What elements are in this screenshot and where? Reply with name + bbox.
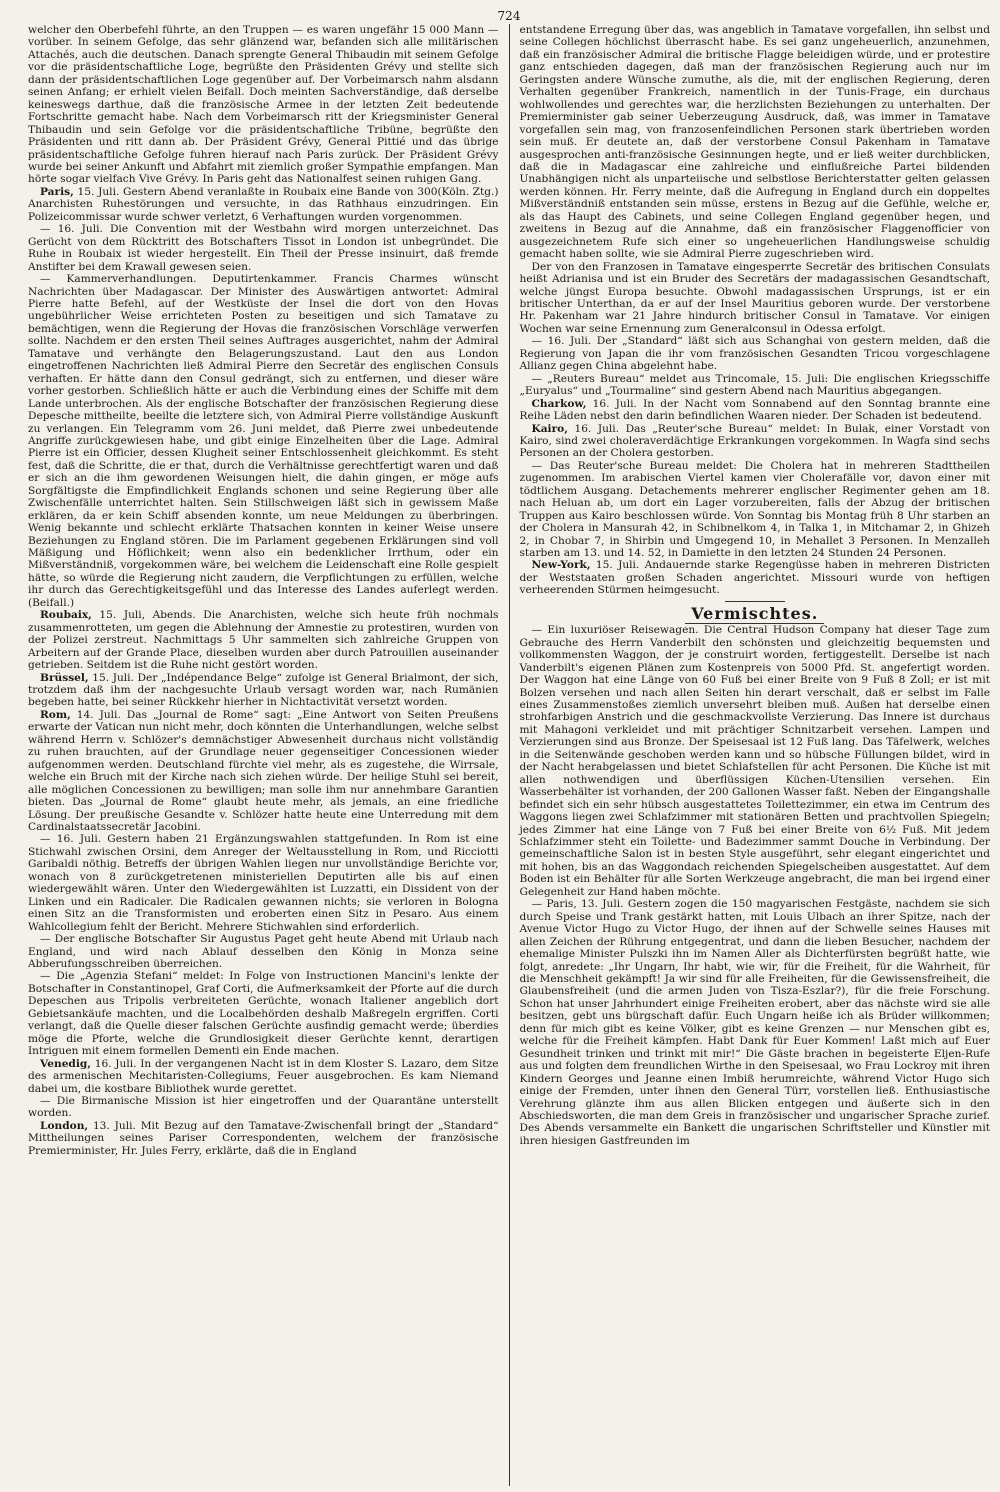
right-column: [513, 24, 990, 1486]
article-paragraph: — Kammerverhandlungen. Deputirtenkammer. Francis Charmes wünscht Nachrichten über Madagascar. Der Minister des Auswärtigen antwortet: Admiral Pierre hatte Befehl, auf der Westküste der Insel die dort von den Hovas ungebührlicher Weise errichteten Posten zu beseitigen und sich Tamatave zu bemächtigen, wenn die Regierung der Hovas die französischen Vorschläge verwerfen sollte. Nachdem er den ersten Theil seines Auftrages ausgerichtet, nahm der Admiral Tamatave und verhängte den Belagerungszustand. Laut den aus London eingetroffenen Nachrichten ließ Admiral Pierre den Secretär des englischen Consuls verhaften. Er hätte dann den Consul gedrängt, sich zu entfernen, und dieser wäre vorher gestorben. Schließlich hätte er auch die Verbindung eines der Schiffe mit dem Lande unterbrochen. Als der englische Botschafter der französischen Regierung diese Depesche mittheilte, beeilte die letztere sich, von Admiral Pierre vollständige Auskunft zu verlangen. Ein Telegramm vom 26. Juni meldet, daß Pierre zwei unbedeutende Angriffe zurückgewiesen habe, und gibt einige Einzelheiten über die Lage. Admiral Pierre ist ein Officier, dessen Klugheit seiner Entschlossenheit gleichkommt. Es steht fest, daß die Schritte, die er that, durch die Verhältnisse gerechtfertigt waren und daß er sich an die ihm gewordenen Weisungen hielt, die dahin gingen, er möge aufs Sorgfältigste die Empfindlichkeit Englands schonen und seine Regierung über alle Zwischenfälle unterrichtet halten. Sein Stillschweigen läßt sich in gewissem Maße erklären, da er kein Schiff absenden konnte, um neue Meldungen zu überbringen. Wenig bekannte und schlecht erklärte Thatsachen konnten in keiner Weise unsere Beziehungen zu England stören. Die im Parlament gegebenen Erklärungen sind voll Mäßigung und Höflichkeit; wenn also ein bedenklicher Irrthum, oder ein Mißverständniß, vorgekommen wäre, bei welchem die Leidenschaft eine Rolle gespielt hätte, so würde die Regierung nicht zaudern, die Verpflichtungen zu erfüllen, welche ihr durch das Gerechtigkeitsgefühl und das Interesse des Landes auferlegt werden. (Beifall.): [28, 273, 499, 609]
section-title: Vermischtes.: [685, 604, 824, 624]
columns: [28, 24, 990, 1486]
article-paragraph: Venedig, 16. Juli. In der vergangenen Nacht ist in dem Kloster S. Lazaro, dem Sitze des armenischen Mechitaristen-Collegiums, Feuer ausgebrochen. Es kam Niemand dabei um, die kostbare Bibliothek wurde gerettet.: [28, 1057, 499, 1095]
article-paragraph: — 16. Juli. Gestern haben 21 Ergänzungswahlen stattgefunden. In Rom ist eine Stichwahl zwischen Orsini, dem Anreger der Weltausstellung in Rom, und Ricciotti Garibaldi nöthig. Betreffs der übrigen Wahlen liegen nur unvollständige Berichte vor, wonach von 8 zurückgetretenen ministeriellen Deputirten alle bis auf einen wiedergewählt wären. Unter den Wiedergewählten ist Luzzatti, ein Dissident von der Linken und ein Radicaler. Die Radicalen gewannen nichts; sie verloren in Bologna einen Sitz an die Transformisten und eroberten einen Sitz in Pesaro. Aus einem Wahlcollegium fehlt der Bericht. Mehrere Stichwahlen sind erforderlich.: [28, 833, 499, 933]
article-paragraph: — Die „Agenzia Stefani“ meldet: In Folge von Instructionen Mancini's lenkte der Botschafter in Constantinopel, Graf Corti, die Aufmerksamkeit der Pforte auf die durch Depeschen aus Tripolis verbreiteten Gerüchte, wonach Italiener angeblich dort Gebietsankäufe machten, und die Localbehörden deshalb Maßregeln ergriffen. Corti verlangt, daß die Quelle dieser falschen Gerüchte ausfindig gemacht werde; überdies möge die Pforte, welche die Grundlosigkeit dieser Gerüchte kennt, derartigen Intriguen mit einem formellen Dementi ein Ende machen.: [28, 970, 499, 1058]
dateline: Rom,: [40, 708, 71, 721]
article-paragraph: New-York, 15. Juli. Andauernde starke Regengüsse haben in mehreren Districten der Weststaaten großen Schaden angerichtet. Missouri wurde von heftigen verheerenden Stürmen heimgesucht.: [519, 559, 990, 597]
section-heading: [519, 603, 990, 623]
article-paragraph: Rom, 14. Juli. Das „Journal de Rome“ sagt: „Eine Antwort von Seiten Preußens erwarte der Vatican nun nicht mehr, doch könnten die Unterhandlungen, welche selbst während Herrn v. Schlözer's demnächstiger Abwesenheit durchaus nicht vollständig zu ruhen brauchten, auf der Grundlage neuer gegenseitiger Concessionen wieder aufgenommen werden. Deutschland fürchte viel mehr, als es zugestehe, die Wirrsale, welche ein Bruch mit der Kirche nach sich ziehen würde. Der heilige Stuhl sei bereit, alle möglichen Concessionen zu bewilligen; man solle ihm nur annehmbare Garantien bieten. Das „Journal de Rome“ glaubt heute mehr, als jemals, an eine friedliche Lösung. Der preußische Gesandte v. Schlözer hatte heute eine Unterredung mit dem Cardinalstaatssecretär Jacobini.: [28, 708, 499, 833]
article-paragraph: Roubaix, 15. Juli, Abends. Die Anarchisten, welche sich heute früh nochmals zusammenrotteten, um gegen die Ablehnung der Amnestie zu protestiren, wurden von der Polizei zerstreut. Nachmittags 5 Uhr sammelten sich zahlreiche Gruppen von Arbeitern auf der Grande Place, dieselben wurden aber durch Patrouillen auseinander getrieben. Seitdem ist die Ruhe nicht gestört worden.: [28, 609, 499, 672]
article-paragraph: Paris, 15. Juli. Gestern Abend veranlaßte in Roubaix eine Bande von 300 Anarchisten Ruhestörungen und versuchte, in das Rathhaus einzudringen. Ein Polizeicommissar wurde schwer verletzt, 6 Verhaftungen wurden vorgenommen.: [28, 185, 499, 223]
article-paragraph: — Der englische Botschafter Sir Augustus Paget geht heute Abend mit Urlaub nach England, und wird nach Ablauf desselben den König in Monza seine Abberufungsschreiben überreichen.: [28, 933, 499, 970]
dateline: Charkow,: [531, 397, 587, 410]
article-paragraph: Kairo, 16. Juli. Das „Reuter'sche Bureau“ meldet: In Bulak, einer Vorstadt von Kairo, sind zwei choleraverdächtige Erkrankungen vorgekommen. In Wagfa sind sechs Personen an der Cholera gestorben.: [519, 422, 990, 460]
article-paragraph: Der von den Franzosen in Tamatave eingesperrte Secretär des britischen Consulats heißt Adrianisa und ist ein Bruder des Secretärs der madagassischen Gesandtschaft, welche jüngst Europa besuchte. Obwohl madagassischen Ursprungs, ist er ein britischer Unterthan, da er auf der Insel Mauritius geboren wurde. Der verstorbene Hr. Pakenham war 21 Jahre hindurch britischer Consul in Tamatave. Vor einigen Wochen war seine Ernennung zum Generalconsul in Odessa erfolgt.: [519, 260, 990, 335]
article-paragraph: — „Reuters Bureau“ meldet aus Trincomale, 15. Juli: Die englischen Kriegsschiffe „Euryalus“ und „Tourmaline“ sind gestern Abend nach Mauritius abgegangen.: [519, 372, 990, 398]
left-column: [28, 24, 505, 1486]
dateline: Paris,: [40, 185, 74, 198]
dateline: Venedig,: [40, 1057, 91, 1070]
article-paragraph: — Ein luxuriöser Reisewagen. Die Central Hudson Company hat dieser Tage zum Gebrauche des Herrn Vanderbilt den schönsten und gleichzeitig bequemsten und vollkommensten Waggon, der je construirt worden, fertiggestellt. Derselbe ist nach Vanderbilt's eigenen Plänen zum Kostenpreis von 5000 Pfd. St. angefertigt worden. Der Waggon hat eine Länge von 60 Fuß bei einer Breite von 9 Fuß 8 Zoll; er ist mit Bolzen versehen und nach allen Seiten hin derart verschalt, daß er selbst im Falle eines Zusammenstoßes ziemlich unversehrt bleiben muß. Außen hat derselbe einen strohfarbigen Anstrich und die geschmackvollste Verzierung. Das Innere ist durchaus mit Mahagoni verkleidet und mit prächtiger Schnitzarbeit versehen. Lampen und Verzierungen sind aus Bronze. Der Speisesaal ist 12 Fuß lang. Das Täfelwerk, welches in die Seitenwände geschoben werden kann und so hübsche Füllungen bildet, wird in der Nacht herabgelassen und bietet Schlafstellen für acht Personen. Die Küche ist mit allen nothwendigen und überflüssigen Küchen-Utensilien versehen. Ein Wasserbehälter ist vorhanden, der 200 Gallonen Wasser faßt. Neben der Eingangshalle befindet sich ein sehr hübsch ausgestattetes Toilettezimmer, ein etwa im Centrum des Waggons liegen zwei Schlafzimmer mit stationären Betten und prachtvollen Spiegeln; jedes Zimmer hat eine Länge von 7 Fuß bei einer Breite von 6½ Fuß. Mit jedem Schlafzimmer steht ein Toilette- und Badezimmer sammt Douche in Verbindung. Der gemeinschaftliche Salon ist in besten Style ausgeführt, sehr elegant eingerichtet und mit hohen, bis an das Waggondach reichenden Spiegelscheiben ausgestattet. Auf dem Boden ist ein Behälter für alle Sorten Werkzeuge angebracht, die man bei irgend einer Gelegenheit zur Hand haben möchte.: [519, 624, 990, 898]
article-paragraph: entstandene Erregung über das, was angeblich in Tamatave vorgefallen, ihn selbst und seine Collegen höchlichst überrascht habe. Es sei ganz ungeheuerlich, anzunehmen, daß ein französischer Admiral die britische Flagge beleidigen würde, und er protestire ganz entschieden dagegen, daß man der französischen Regierung auch nur im Geringsten andere Wünsche zumuthe, als die, mit der englischen Regierung, deren Verhalten gegenüber Frankreich, namentlich in der Tunis-Frage, ein durchaus wohlwollendes und gerechtes war, die herzlichsten Beziehungen zu unterhalten. Der Premierminister gab seiner Ueberzeugung Ausdruck, daß, was immer in Tamatave vorgefallen sein mag, von franzosenfeindlichen Personen stark übertrieben worden sein muß. Er deutete an, daß der verstorbene Consul Pakenham in Tamatave ausgesprochen anti-französische Gesinnungen hegte, und er ließ weiter durchblicken, daß die in Madagascar eine zahlreiche und einflußreiche Partei bildenden Unabhängigen nicht als unparteiische und selbstlose Berichterstatter gelten gelassen werden können. Hr. Ferry meinte, daß die Aufregung in England durch ein doppeltes Mißverständniß entstanden sein müsse, erstens in Bezug auf die Gefühle, welche er, als das Haupt des Cabinets, und seine Collegen England gegenüber hegen, und zweitens in Bezug auf die Annahme, daß ein französischer Flaggenofficier von ausgezeichnetem Rufe sich einer so ungeheuerlichen Handlungsweise schuldig gemacht haben sollte, wie sie Admiral Pierre zugeschrieben wird.: [519, 24, 990, 261]
article-paragraph: — 16. Juli. Die Convention mit der Westbahn wird morgen unterzeichnet. Das Gerücht von dem Rücktritt des Botschafters Tissot in London ist unbegründet. Die Ruhe in Roubaix ist wieder hergestellt. Ein Theil der Presse insinuirt, daß fremde Anstifter bei dem Krawall gewesen seien.: [28, 223, 499, 273]
dateline: Brüssel,: [40, 671, 89, 684]
source-attribution: (Köln. Ztg.): [437, 185, 499, 198]
article-paragraph: — Die Birmanische Mission ist hier eingetroffen und der Quarantäne unterstellt worden.: [28, 1094, 499, 1120]
dateline: Kairo,: [531, 422, 568, 435]
article-paragraph: — Das Reuter'sche Bureau meldet: Die Cholera hat in mehreren Stadttheilen zugenommen. Im arabischen Viertel kamen vier Cholerafälle vor, davon einer mit tödtlichem Ausgang. Detachements mehrerer englischer Regimenter gehen am 18. nach Heluan ab, um dort ein Lager vorzubereiten, falls der Abzug der britischen Truppen aus Kairo beschlossen würde. Von Sonntag bis Montag früh 8 Uhr starben an der Cholera in Mansurah 42, in Schibnelkom 4, in Talka 1, in Mitchamar 2, in Ghizeh 2, in Chobar 7, in Shirbin und Umgegend 10, in Mehallet 3 Personen. In Menzalleh starben am 13. und 14. 52, in Damiette in den letzten 24 Stunden 24 Personen.: [519, 459, 990, 560]
section-rule: [725, 601, 785, 602]
article-paragraph: London, 13. Juli. Mit Bezug auf den Tamatave-Zwischenfall bringt der „Standard“ Mittheilungen seines Pariser Correspondenten, welchem der französische Premierminister, Hr. Jules Ferry, erklärte, daß die in England: [28, 1119, 499, 1157]
article-paragraph: Brüssel, 15. Juli. Der „Indépendance Belge“ zufolge ist General Brialmont, der sich, trotzdem daß ihm der nachgesuchte Urlaub versagt worden war, nach Rumänien begeben hatte, bei seiner Rückkehr hierher in Nichtactivität versetzt worden.: [28, 671, 499, 709]
column-divider: [509, 24, 510, 1486]
page-number: 724: [497, 9, 521, 23]
article-paragraph: — Paris, 13. Juli. Gestern zogen die 150 magyarischen Festgäste, nachdem sie sich durch Speise und Trank gestärkt hatten, mit Louis Ulbach an ihrer Spitze, nach der Avenue Victor Hugo zu Victor Hugo, der ihnen auf der Schwelle seines Hauses mit allen Zeichen der Rührung entgegentrat, und dann die lieben Besucher, nachdem der ehemalige Minister Pulszki ihn im Namen Aller als Dichterfürsten begrüßt hatte, wie folgt, anredete: „Ihr Ungarn, Ihr habt, wie wir, für die Freiheit, für die Wahrheit, für die Menschheit gekämpft! Ja wir sind für alle Freiheiten, für die Gewissensfreiheit, die Glaubensfreiheit (und die armen Juden von Tisza-Eszlar?), für die freie Forschung. Schon hat unser Jahrhundert einige Freiheiten erobert, aber das nächste wird sie alle besitzen, gebt uns bürgschaft dafür. Euch Ungarn heiße ich als Brüder willkommen; denn für mich gibt es keine Völker, gibt es keine Grenzen — nur Menschen gibt es, welche für die Freiheit kämpfen. Habt Dank für Euer Kommen! Laßt mich auf Euer Gesundheit trinken und trinkt mit mir!“ Die Gäste brachen in begeisterte Eljen-Rufe aus und folgten dem freundlichen Wirthe in den Speisesaal, wo Frau Lockroy mit ihren Kindern Georges und Jeanne einen Imbiß herumreichte, während Victor Hugo sich einige der Fremden, unter ihnen den General Türr, vorstellen ließ. Enthusiastische Verehrung glänzte ihm aus allen Blicken entgegen und äußerte sich in den Abschiedsworten, die man dem Greis in französischer und ungarischer Sprache zurief. Des Abends versammelte ein Bankett die ungarischen Schriftsteller und Künstler mit ihren hiesigen Gastfreunden im: [519, 898, 990, 1147]
article-paragraph: — 16. Juli. Der „Standard“ läßt sich aus Schanghai von gestern melden, daß die Regierung von Japan die ihr vom französischen Gesandten Tricou vorgeschlagene Allianz gegen China abgelehnt habe.: [519, 335, 990, 373]
dateline: London,: [40, 1119, 89, 1132]
dateline: Roubaix,: [40, 609, 92, 622]
article-paragraph: welcher den Oberbefehl führte, an den Truppen — es waren ungefähr 15 000 Mann — vorüber. In seinem Gefolge, das sehr glänzend war, befanden sich alle militärischen Attachés, auch die deutschen. Danach sprengte General Thibaudin mit seinem Gefolge vor die präsidentschaftliche Loge, begrüßte den Präsidenten Grévy und stellte sich dann der präsidentschaftlichen Loge gegenüber auf. Der Vorbeimarsch nahm alsdann seinen Anfang; er erhielt vielen Beifall. Doch meinten Sachverständige, daß derselbe keineswegs darthue, daß die französische Armee in der letzten Zeit bedeutende Fortschritte gemacht habe. Nach dem Vorbeimarsch ritt der Kriegsminister General Thibaudin und sein Gefolge vor die präsidentschaftliche Tribüne, begrüßte den Präsidenten und ritt dann ab. Der Präsident Grévy, General Pittié und das übrige präsidentschaftliche Gefolge fuhren hierauf nach Paris zurück. Der Präsident Grévy wurde bei seiner Ankunft und Abfahrt mit ziemlich großer Sympathie empfangen. Man hörte sogar vielfach Vive Grévy. In Paris geht das Nationalfest seinen ruhigen Gang. (Köln. Ztg.): [28, 24, 499, 198]
article-paragraph: Charkow, 16. Juli. In der Nacht vom Sonnabend auf den Sonntag brannte eine Reihe Läden nebst den darin befindlichen Waaren nieder. Der Schaden ist bedeutend.: [519, 397, 990, 423]
dateline: New-York,: [531, 559, 591, 572]
